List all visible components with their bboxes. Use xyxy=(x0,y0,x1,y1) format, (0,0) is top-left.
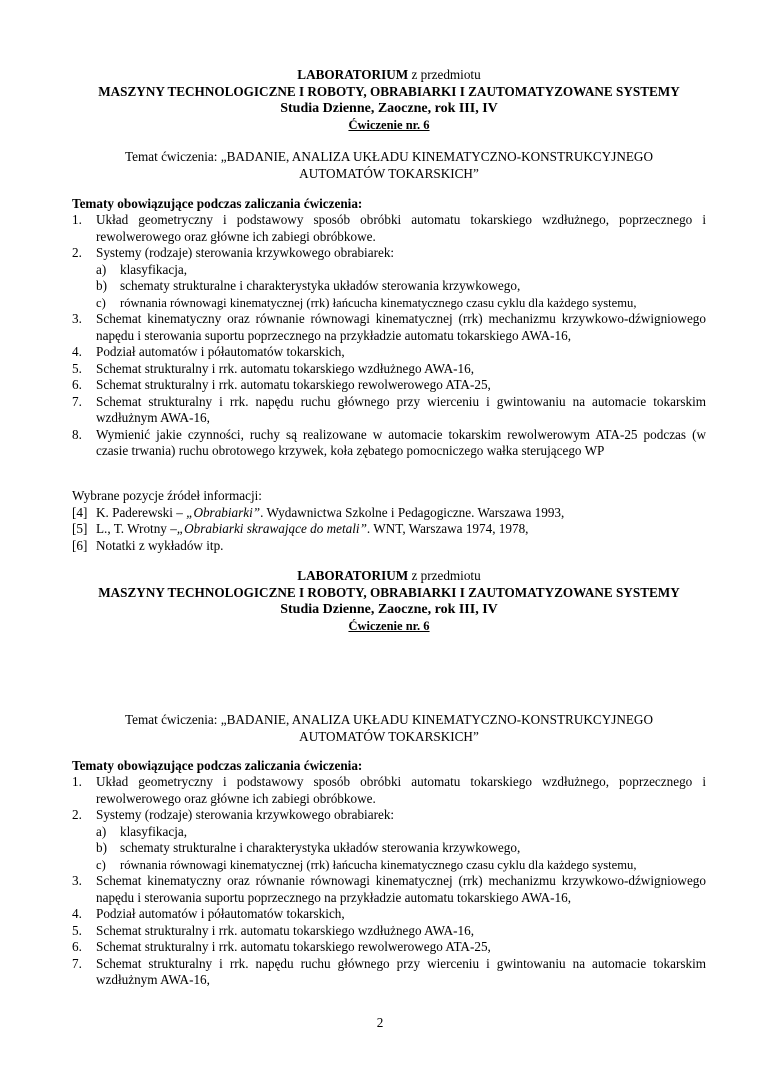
list-item: 2. Systemy (rodzaje) sterowania krzywkowego obrabiarek: xyxy=(72,807,395,822)
sources xyxy=(72,488,706,554)
list-item: 3. Schemat kinematyczny oraz równanie równowagi kinematycznej (rrk) mechanizmu krzywkowo-dźwigniowego napędu i sterowania suportu poprzecznego na przykładzie automatu tokarskiego AWA-16, xyxy=(72,873,706,905)
topic xyxy=(72,148,706,182)
header xyxy=(72,66,706,134)
sub-item: a) klasyfikacja, xyxy=(96,261,188,277)
list-item: 1. Układ geometryczny i podstawowy sposób obróbki automatu tokarskiego wzdłużnego, poprzecznego i rewolwerowego oraz główne ich zabiegi obróbkowe. xyxy=(72,212,706,244)
list-item: 4. Podział automatów i półautomatów tokarskich, xyxy=(72,344,345,359)
studies-line: Studia Dzienne, Zaoczne, rok III, IV xyxy=(280,602,498,617)
source-item: [5] L., T. Wrotny –„Obrabiarki skrawające do metali”. WNT, Warszawa 1974, 1978, xyxy=(72,521,529,536)
topics-heading: Tematy obowiązujące podczas zaliczania ćwiczenia: xyxy=(72,758,363,773)
lab-subject: z przedmiotu xyxy=(408,67,481,82)
sub-item: a) klasyfikacja, xyxy=(96,823,188,839)
source-item: [6] Notatki z wykładów itp. xyxy=(72,537,224,553)
topic-prefix: Temat ćwiczenia: xyxy=(125,712,221,727)
topics-heading: Tematy obowiązujące podczas zaliczania ćwiczenia: xyxy=(72,196,363,211)
topic-prefix: Temat ćwiczenia: xyxy=(125,149,221,164)
topic-title-line2: AUTOMATÓW TOKARSKICH” xyxy=(299,729,479,744)
list-item: 1. Układ geometryczny i podstawowy sposób obróbki automatu tokarskiego wzdłużnego, poprzecznego i rewolwerowego oraz główne ich zabiegi obróbkowe. xyxy=(72,774,706,806)
sources-heading: Wybrane pozycje źródeł informacji: xyxy=(72,488,262,503)
list-item: 8. Wymienić jakie czynności, ruchy są realizowane w automacie tokarskim rewolwerowym ATA-25 podczas (w czasie trwania) ruchu obrotowego krzywek, koła zębatego pomocniczego wałka sterującego WP xyxy=(72,426,706,458)
list-item: 6. Schemat strukturalny i rrk. automatu tokarskiego rewolwerowego ATA-25, xyxy=(72,939,491,954)
sub-item: c) równania równowagi kinematycznej (rrk) łańcucha kinematycznego czasu cyklu dla każdego systemu, xyxy=(96,295,637,310)
list-item: 4. Podział automatów i półautomatów tokarskich, xyxy=(72,906,345,921)
source-item: [4] K. Paderewski – „Obrabiarki”. Wydawnictwa Szkolne i Pedagogiczne. Warszawa 1993, xyxy=(72,504,565,520)
list-item: 6. Schemat strukturalny i rrk. automatu tokarskiego rewolwerowego ATA-25, xyxy=(72,377,491,392)
topic-title-line1: „BADANIE, ANALIZA UKŁADU KINEMATYCZNO-KONSTRUKCYJNEGO xyxy=(220,149,653,164)
list-item: 5. Schemat strukturalny i rrk. automatu tokarskiego wzdłużnego AWA-16, xyxy=(72,922,474,938)
topics-list xyxy=(72,758,706,989)
list-item: 7. Schemat strukturalny i rrk. napędu ruchu głównego przy wierceniu i gwintowaniu na automacie tokarskim wzdłużnym AWA-16, xyxy=(72,955,706,987)
exercise-number: Ćwiczenie nr. 6 xyxy=(348,118,430,132)
lab-label: LABORATORIUM xyxy=(297,67,409,82)
lab-subject: z przedmiotu xyxy=(408,568,481,583)
list-item: 7. Schemat strukturalny i rrk. napędu ruchu głównego przy wierceniu i gwintowaniu na automacie tokarskim wzdłużnym AWA-16, xyxy=(72,393,706,425)
list-item: 3. Schemat kinematyczny oraz równanie równowagi kinematycznej (rrk) mechanizmu krzywkowo-dźwigniowego napędu i sterowania suportu poprzecznego na przykładzie automatu tokarskiego AWA-16, xyxy=(72,311,706,343)
sub-item: b) schematy strukturalne i charakterystyka układów sterowania krzywkowego, xyxy=(96,840,521,855)
page-number: 2 xyxy=(376,1015,384,1030)
topic xyxy=(72,711,706,745)
topic-title-line1: „BADANIE, ANALIZA UKŁADU KINEMATYCZNO-KONSTRUKCYJNEGO xyxy=(220,712,653,727)
list-item: 2. Systemy (rodzaje) sterowania krzywkowego obrabiarek: xyxy=(72,245,395,260)
topics-list xyxy=(72,196,706,460)
sub-item: c) równania równowagi kinematycznej (rrk) łańcucha kinematycznego czasu cyklu dla każdego systemu, xyxy=(96,857,637,872)
exercise-number: Ćwiczenie nr. 6 xyxy=(348,619,430,633)
studies-line: Studia Dzienne, Zaoczne, rok III, IV xyxy=(280,101,498,116)
course-title: MASZYNY TECHNOLOGICZNE I ROBOTY, OBRABIARKI I ZAUTOMATYZOWANE SYSTEMY xyxy=(98,585,680,600)
topic-title-line2: AUTOMATÓW TOKARSKICH” xyxy=(299,166,479,181)
sub-item: b) schematy strukturalne i charakterystyka układów sterowania krzywkowego, xyxy=(96,278,521,293)
lab-label: LABORATORIUM xyxy=(297,568,409,583)
header xyxy=(72,567,706,635)
list-item: 5. Schemat strukturalny i rrk. automatu tokarskiego wzdłużnego AWA-16, xyxy=(72,360,474,376)
course-title: MASZYNY TECHNOLOGICZNE I ROBOTY, OBRABIARKI I ZAUTOMATYZOWANE SYSTEMY xyxy=(98,84,680,99)
